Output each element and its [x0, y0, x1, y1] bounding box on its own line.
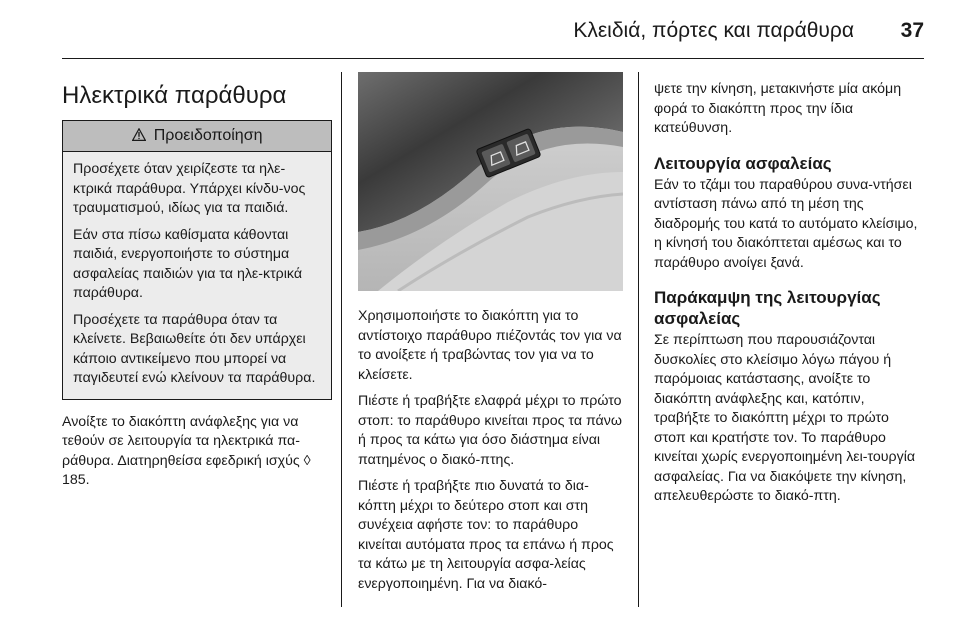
override-safety-title: Παράκαμψη της λειτουργίας ασφαλείας	[654, 288, 881, 328]
middle-column	[358, 72, 623, 601]
warning-title: Προειδοποίηση	[153, 127, 263, 144]
instructions-text	[358, 307, 623, 594]
continued-paragraph: ψετε την κίνηση, μετακινήστε μία ακόμη φορά το διακόπτη προς την ίδια κατεύθυνση.	[654, 81, 902, 136]
page-ref-arrow-icon: ◊	[303, 452, 311, 469]
warning-triangle-icon	[132, 127, 150, 144]
window-switch-photo	[358, 72, 623, 291]
instruction-paragraph-1: Χρησιμοποιήστε το διακόπτη για το αντίστοιχο παράθυρο πιέζοντάς τον για να το ανοίξετε ή τραβώντας τον για να το κλείσετε.	[358, 308, 622, 383]
warning-body	[63, 152, 331, 399]
instruction-paragraph-2: Πιέστε ή τραβήξτε ελαφρά μέχρι το πρώτο στοπ: το παράθυρο κινείται προς τα πάνω ή προς τα κάτω για όσο διάστημα είναι πατημένος ο διακό-πτης.	[358, 393, 622, 468]
warning-paragraph-3: Προσέχετε τα παράθυρα όταν τα κλείνετε. Βεβαιωθείτε ότι δεν υπάρχει κάποιο αντικείμενο που μπορεί να παγιδευτεί ενώ κλείνουν τα παράθυρα.	[73, 311, 316, 386]
warning-header	[63, 121, 331, 152]
safety-function-text: Εάν το τζάμι του παραθύρου συνα-ντήσει αντίσταση πάνω από τη μέση της διαδρομής του κατά το αυτόματο κλείσιμο, η κίνησή του διακόπτεται αμέσως και το παράθυρο ανοίγει ξανά.	[654, 176, 918, 271]
warning-paragraph-1: Προσέχετε όταν χειρίζεστε τα ηλε-κτρικά παράθυρα. Υπάρχει κίνδυ-νος τραυματισμού, ιδίως για τα παιδιά.	[73, 161, 306, 216]
page-number: 37	[900, 19, 924, 42]
warning-box	[62, 120, 332, 400]
page-ref-number: 185.	[62, 472, 90, 488]
left-column	[62, 72, 332, 498]
body-text: Ανοίξτε το διακόπτη ανάφλεξης για να τεθούν σε λειτουργία τα ηλεκτρικά πα-ράθυρα. Διατηρηθείσα εφεδρική ισχύς	[62, 413, 300, 469]
column-divider-1	[341, 72, 342, 607]
page-header	[62, 14, 924, 46]
header-rule	[62, 58, 924, 59]
safety-function-title: Λειτουργία ασφαλείας	[654, 153, 832, 173]
warning-paragraph-2: Εάν στα πίσω καθίσματα κάθονται παιδιά, ενεργοποιήστε το σύστημα ασφαλείας παιδιών για τα ηλε-κτρικά παράθυρα.	[73, 226, 303, 301]
body-paragraph	[62, 413, 332, 491]
override-safety-text: Σε περίπτωση που παρουσιάζονται δυσκολίες στο κλείσιμο λόγω πάγου ή παρόμοιας κατάστασης, ανοίξτε το διακόπτη ανάφλεξης και, κατόπιν, τραβήξτε το διακόπτη μέχρι το πρώτο στοπ και κρατήστε τον. Το παράθυρο κινείται χωρίς ενεργοποιημένη λει-τουργία ασφαλείας. Για να διακόψετε την κίνηση, απελευθερώστε το διακό-πτη.	[654, 332, 916, 504]
section-title: Ηλεκτρικά παράθυρα	[62, 82, 287, 109]
instruction-paragraph-3: Πιέστε ή τραβήξτε πιο δυνατά το δια-κόπτη μέχρι το δεύτερο στοπ και στη συνέχεια αφήστε τον: το παράθυρο κινείται αυτόματα προς τα επάνω ή προς τα κάτω με τη λειτουργία ασφα-λείας ενεργοποιημένη. Για να διακό-	[358, 478, 614, 592]
chapter-title: Κλειδιά, πόρτες και παράθυρα	[573, 19, 854, 42]
column-divider-2	[638, 72, 639, 607]
right-column	[654, 72, 924, 514]
